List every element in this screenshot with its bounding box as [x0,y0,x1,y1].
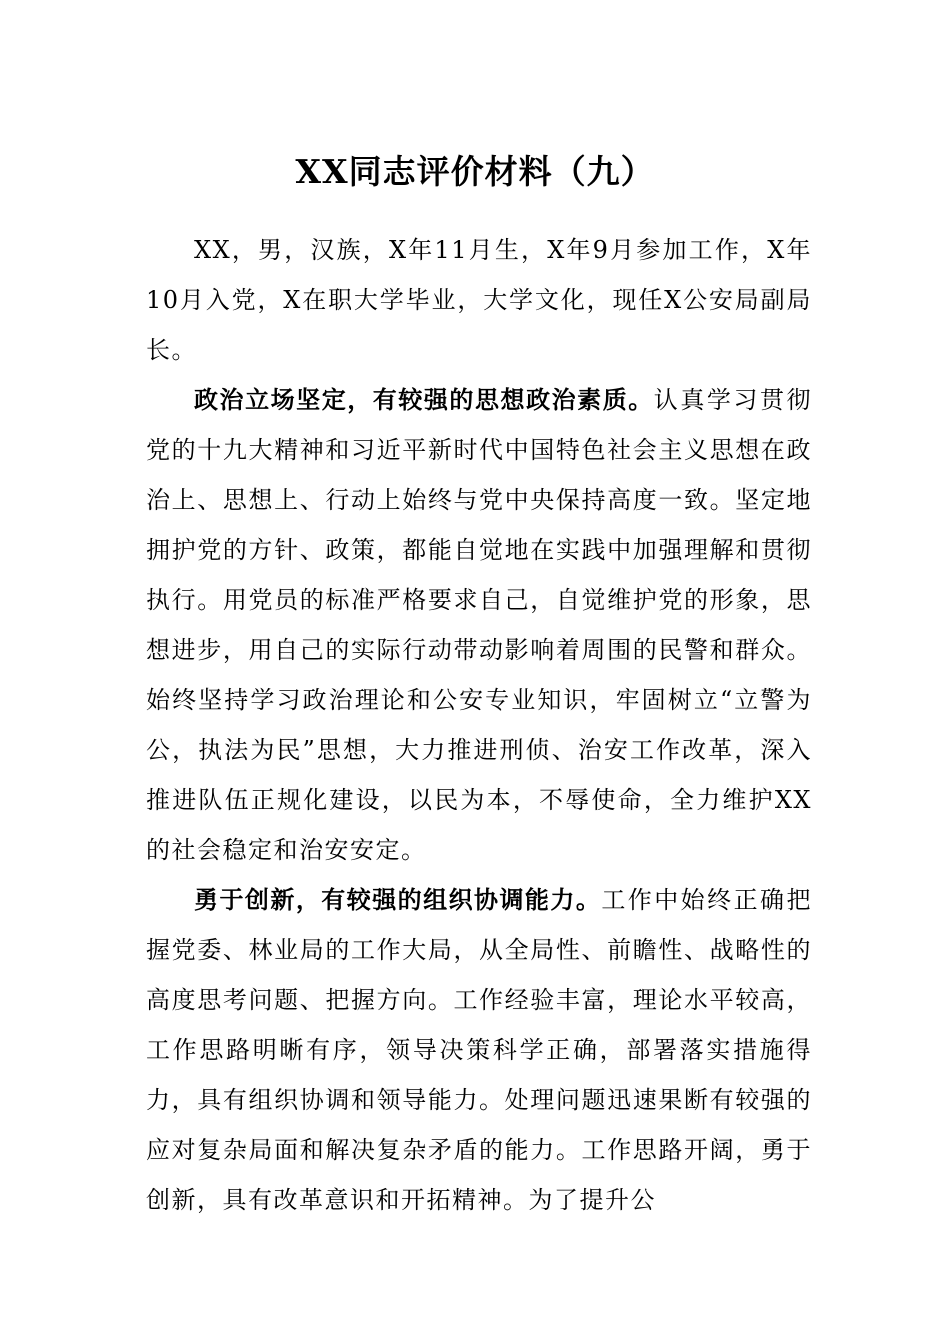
paragraph-text: 认真学习贯彻党的十九大精神和习近平新时代中国特色社会主义思想在政治上、思想上、行动上始终与党中央保持高度一致。坚定地拥护党的方针、政策，都能自觉地在实践中加强理解和贯彻执行。用党员的标准严格要求自己，自觉维护党的形象，思想进步，用自己的实际行动带动影响着周围的民警和群众。始终坚持学习政治理论和公安专业知识，牢固树立“立警为公，执法为民”思想，大力推进刑侦、治安工作改革，深入推进队伍正规化建设，以民为本，不辱使命，全力维护XX的社会稳定和治安安定。 [146,386,812,864]
paragraph-innovation [146,875,812,1225]
paragraph-basic-info [146,225,812,375]
document-body [146,225,812,1225]
paragraph-heading: 勇于创新，有较强的组织协调能力。 [194,886,602,914]
paragraph-heading: 政治立场坚定，有较强的思想政治素质。 [194,386,654,414]
paragraph-political-stance [146,375,812,875]
paragraph-text: 工作中始终正确把握党委、林业局的工作大局，从全局性、前瞻性、战略性的高度思考问题、把握方向。工作经验丰富，理论水平较高，工作思路明晰有序，领导决策科学正确，部署落实措施得力，具有组织协调和领导能力。处理问题迅速果断有较强的应对复杂局面和解决复杂矛盾的能力。工作思路开阔，勇于创新，具有改革意识和开拓精神。为了提升公 [146,886,813,1214]
paragraph-text: XX，男，汉族，X年11月生，X年9月参加工作，X年10月入党，X在职大学毕业，大学文化，现任X公安局副局长。 [146,236,812,364]
document-title: XX同志评价材料（九） [295,152,655,192]
